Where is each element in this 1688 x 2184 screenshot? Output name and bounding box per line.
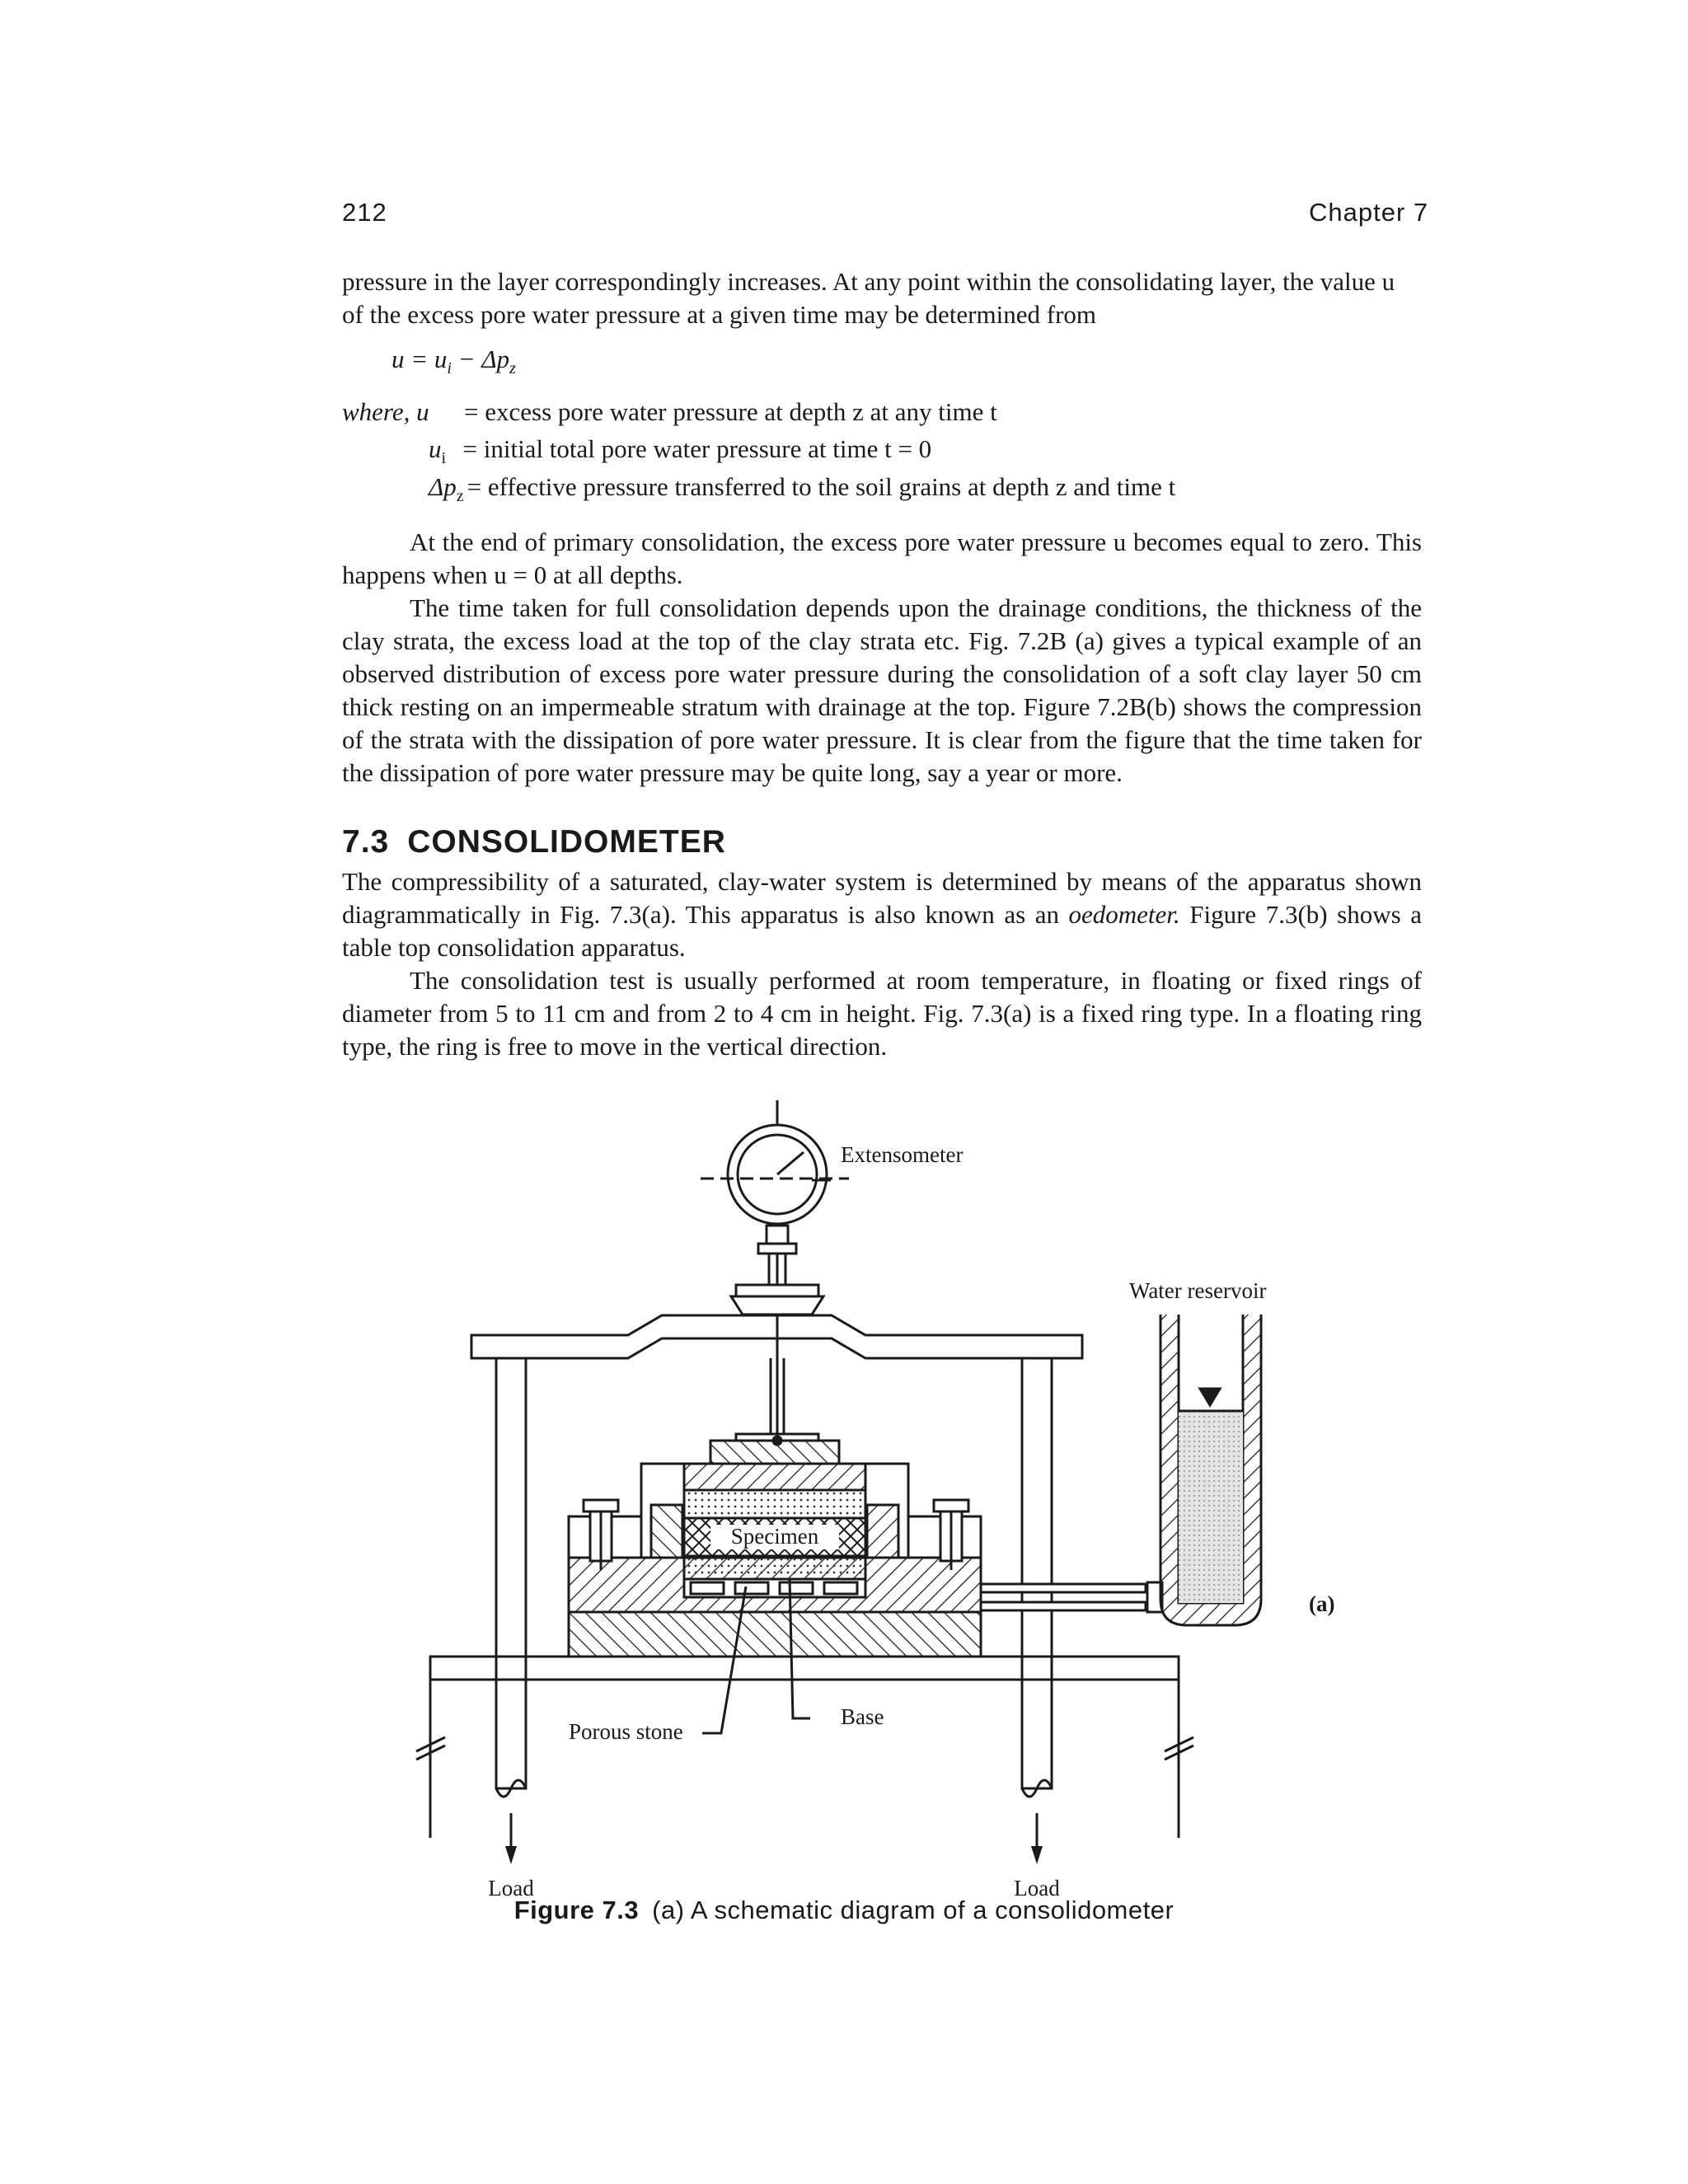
paragraph-time-taken: The time taken for full consolidation depends upon the drainage conditions, the thickness of the clay strata, the excess load at the top of the clay strata etc. Fig. 7.2B (a) gives a typical example of an observed distribution of excess pore water pressure during the consolidation of a soft clay layer 50 cm thick resting on an impermeable stratum with drainage at the top. Figure 7.2B(b) shows the compression of the strata with the dissipation of pore water pressure. It is clear from the figure that the time taken for the dissipation of pore water pressure may be quite long, say a year or more.	[342, 593, 1422, 787]
definition-symbol: where, u	[342, 397, 429, 426]
section-number: 7.3	[342, 824, 390, 860]
paragraph-compressibility-part1: The compressibility of a saturated, clay-water system is determined by means of the apparatus shown diagrammatically in Fig. 7.3(a). This apparatus is also known as an	[342, 867, 1422, 929]
base-label: Base	[841, 1704, 884, 1729]
definition-subscript: z	[456, 487, 464, 506]
specimen-stack	[684, 1434, 865, 1579]
equation-sub-i: i	[447, 359, 452, 378]
definition-subscript: i	[441, 449, 447, 468]
equation-rhs: − Δp	[451, 344, 510, 373]
specimen-label: Specimen	[730, 1524, 819, 1549]
page-number: 212	[342, 198, 387, 227]
load-label-left: Load	[488, 1876, 534, 1900]
definition-text: = effective pressure transferred to the soil grains at depth z and time t	[467, 472, 1176, 501]
water-reservoir-label: Water reservoir	[1129, 1278, 1267, 1303]
chapter-label: Chapter 7	[1309, 198, 1429, 227]
definition-text: = initial total pore water pressure at time t = 0	[462, 434, 932, 463]
section-title: CONSOLIDOMETER	[407, 824, 726, 860]
figure-number: Figure 7.3	[513, 1896, 640, 1924]
drain-pipe	[981, 1582, 1162, 1612]
figure-caption	[0, 1896, 1688, 1925]
water-reservoir	[1160, 1315, 1261, 1625]
porous-stone-label: Porous stone	[569, 1719, 683, 1744]
caption-text: (a) A schematic diagram of a consolidometer	[652, 1896, 1175, 1924]
oedometer-term: oedometer.	[1068, 900, 1180, 929]
extensometer-label: Extensometer	[841, 1142, 964, 1167]
paragraph-primary-consolidation: At the end of primary consolidation, the excess pore water pressure u becomes equal to zero. This happens when u = 0 at all depths.	[342, 527, 1422, 589]
definition-symbol: Δp	[429, 472, 457, 501]
load-arrow-right	[1031, 1846, 1043, 1864]
load-arrow-left	[505, 1846, 517, 1864]
definition-text: = excess pore water pressure at depth z at any time t	[464, 397, 997, 426]
equation-sub-z: z	[509, 359, 516, 378]
load-label-right: Load	[1014, 1876, 1060, 1900]
paragraph-consolidation-test: The consolidation test is usually performed at room temperature, in floating or fixed rings of diameter from 5 to 11 cm and from 2 to 4 cm in height. Fig. 7.3(a) is a fixed ring type. In a floating ring type, the ring is free to move in the vertical direction.	[342, 966, 1422, 1061]
extensometer-dial	[701, 1100, 849, 1315]
equation-lhs: u = u	[392, 344, 448, 373]
paragraph-compressibility-part2: Figure 7.3(b) shows a table top consolidation apparatus.	[342, 900, 1423, 962]
paragraph-intro-line1: pressure in the layer correspondingly increases. At any point within the consolidating layer, the value u	[342, 267, 1395, 296]
definition-symbol: u	[429, 434, 442, 463]
base-table	[416, 1657, 1193, 1838]
panel-label: (a)	[1309, 1591, 1335, 1616]
paragraph-intro-line2: of the excess pore water pressure at a given time may be determined from	[342, 300, 1096, 329]
